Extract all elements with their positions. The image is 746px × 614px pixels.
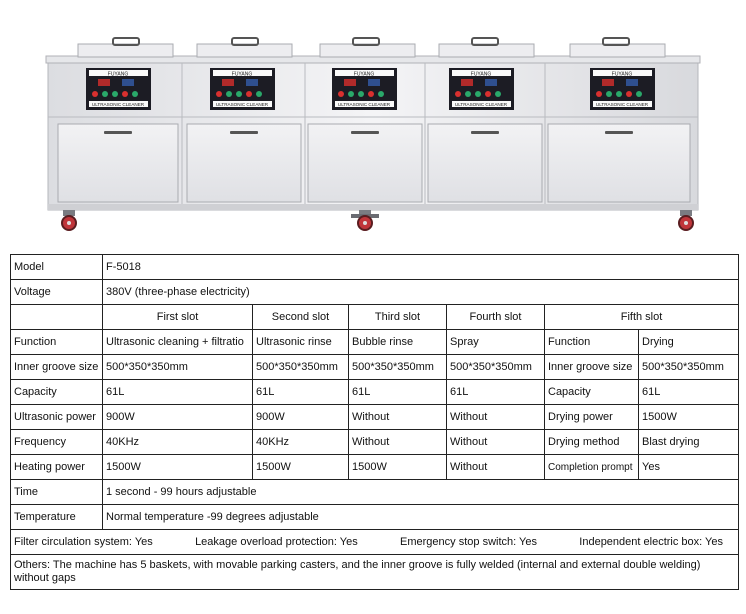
row-others (11, 555, 739, 590)
door-1 (58, 124, 178, 202)
cell: 500*350*350mm (447, 355, 545, 380)
row-features (11, 530, 739, 555)
cell: Without (349, 405, 447, 430)
cell: 61L (103, 380, 253, 405)
cell: 61L (447, 380, 545, 405)
header-blank (11, 305, 103, 330)
panel-brand-4: FUYANG (470, 71, 492, 78)
cell: 900W (253, 405, 349, 430)
cell: 900W (103, 405, 253, 430)
row-slot-headers (11, 305, 739, 330)
row-frequency (11, 430, 739, 455)
model-value: F-5018 (103, 255, 739, 280)
panel-label-3: ULTRASONIC CLEANER (337, 102, 391, 107)
panel-brand-3: FUYANG (353, 71, 375, 78)
row-label: Inner groove size (11, 355, 103, 380)
row-model (11, 255, 739, 280)
row-ultrasonic-power (11, 405, 739, 430)
row-label: Frequency (11, 430, 103, 455)
row-label: Function (11, 330, 103, 355)
voltage-value: 380V (three-phase electricity) (103, 280, 739, 305)
cell: Without (447, 405, 545, 430)
cell: 1500W (253, 455, 349, 480)
caster-left (62, 210, 76, 230)
features-cell (11, 530, 739, 555)
cell: Drying (639, 330, 739, 355)
cell: 1500W (639, 405, 739, 430)
feature-filter-circulation: Filter circulation system: Yes (14, 536, 153, 548)
header-second-slot: Second slot (253, 305, 349, 330)
cell: 61L (639, 380, 739, 405)
product-image (0, 0, 746, 245)
cell: 61L (349, 380, 447, 405)
cell: Without (447, 430, 545, 455)
cell: 1500W (103, 455, 253, 480)
row-label: Ultrasonic power (11, 405, 103, 430)
header-fourth-slot: Fourth slot (447, 305, 545, 330)
row-heating-power (11, 455, 739, 480)
feature-emergency-stop: Emergency stop switch: Yes (400, 536, 537, 548)
panel-brand-2: FUYANG (231, 71, 253, 78)
time-label: Time (11, 480, 103, 505)
cell: Without (349, 430, 447, 455)
row-label: Heating power (11, 455, 103, 480)
row-function (11, 330, 739, 355)
header-third-slot: Third slot (349, 305, 447, 330)
header-first-slot: First slot (103, 305, 253, 330)
panel-label-2: ULTRASONIC CLEANER (215, 102, 269, 107)
panel-label-4: ULTRASONIC CLEANER (454, 102, 508, 107)
door-handle-3 (351, 131, 379, 134)
door-5 (548, 124, 690, 202)
door-3 (308, 124, 422, 202)
row-temperature (11, 505, 739, 530)
cell: Drying power (545, 405, 639, 430)
panel-label-5: ULTRASONIC CLEANER (595, 102, 649, 107)
cell: Blast drying (639, 430, 739, 455)
cell: Spray (447, 330, 545, 355)
cell: Function (545, 330, 639, 355)
panel-brand-1: FUYANG (107, 71, 129, 78)
cell: 500*350*350mm (253, 355, 349, 380)
cell: 40KHz (253, 430, 349, 455)
door-handle-4 (471, 131, 499, 134)
cell: 1500W (349, 455, 447, 480)
spec-table (10, 254, 739, 590)
door-2 (187, 124, 301, 202)
cell: Bubble rinse (349, 330, 447, 355)
header-fifth-slot: Fifth slot (545, 305, 739, 330)
caster-middle (351, 210, 379, 230)
row-inner-groove-size (11, 355, 739, 380)
cell: Completion prompt (545, 455, 639, 480)
cell: Yes (639, 455, 739, 480)
cell: Capacity (545, 380, 639, 405)
cell: Ultrasonic cleaning + filtratio (103, 330, 253, 355)
voltage-label: Voltage (11, 280, 103, 305)
row-label: Capacity (11, 380, 103, 405)
cell: Ultrasonic rinse (253, 330, 349, 355)
temperature-label: Temperature (11, 505, 103, 530)
door-handle-2 (230, 131, 258, 134)
cell: Inner groove size (545, 355, 639, 380)
cell: Drying method (545, 430, 639, 455)
panel-label-1: ULTRASONIC CLEANER (91, 102, 145, 107)
temperature-value: Normal temperature -99 degrees adjustable (103, 505, 739, 530)
time-value: 1 second - 99 hours adjustable (103, 480, 739, 505)
row-voltage (11, 280, 739, 305)
feature-electric-box: Independent electric box: Yes (579, 536, 724, 548)
panel-brand-5: FUYANG (611, 71, 633, 78)
cell: 500*350*350mm (103, 355, 253, 380)
row-time (11, 480, 739, 505)
feature-leakage-protection: Leakage overload protection: Yes (195, 536, 358, 548)
door-4 (428, 124, 542, 202)
row-capacity (11, 380, 739, 405)
cell: 40KHz (103, 430, 253, 455)
cell: Without (447, 455, 545, 480)
cell: 500*350*350mm (349, 355, 447, 380)
cell: 61L (253, 380, 349, 405)
model-label: Model (11, 255, 103, 280)
door-handle-1 (104, 131, 132, 134)
cell: 500*350*350mm (639, 355, 739, 380)
door-handle-5 (605, 131, 633, 134)
caster-right (679, 210, 693, 230)
others-note: Others: The machine has 5 baskets, with movable parking casters, and the inner groove is fully welded (internal and external double welding) without gaps (11, 555, 739, 590)
